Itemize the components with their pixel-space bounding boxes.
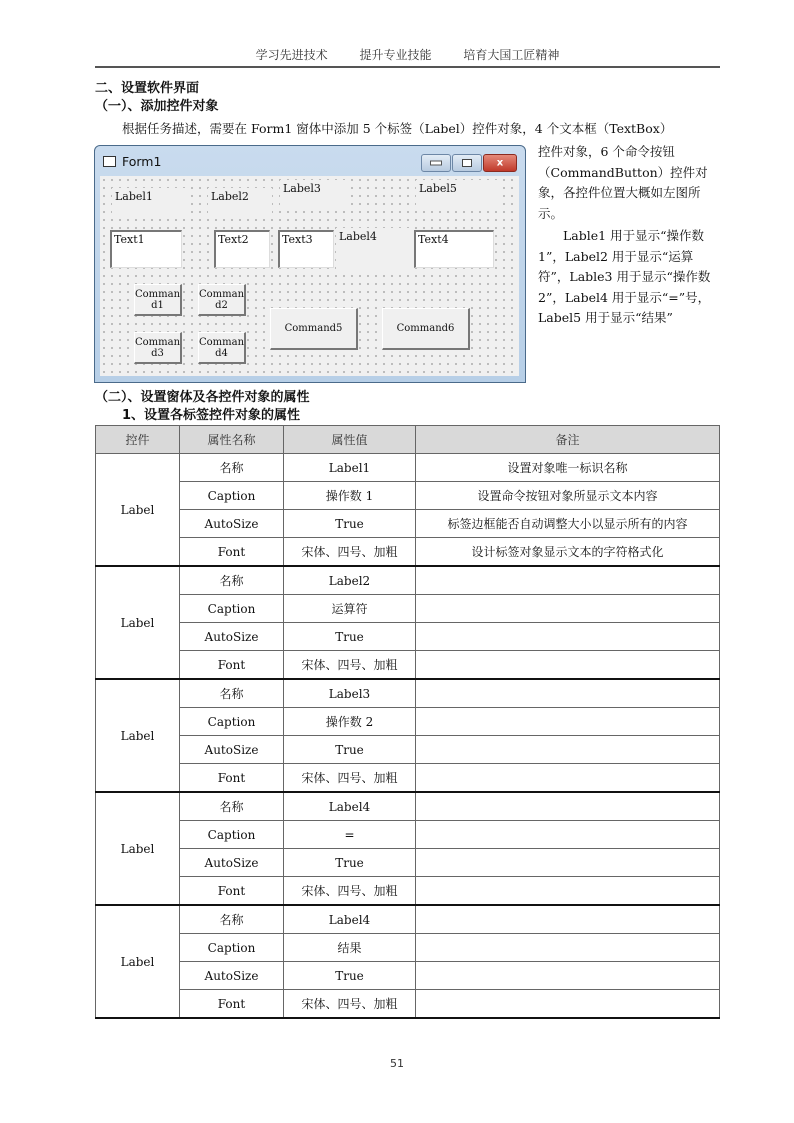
control-cell: Label [96, 566, 180, 679]
property-name-cell: Caption [180, 595, 284, 623]
property-value-cell: 宋体、四号、加粗 [284, 990, 416, 1019]
table-row [96, 595, 720, 623]
intro-paragraph: 根据任务描述，需要在 Form1 窗体中添加 5 个标签（Label）控件对象，4 个文本框（TextBox） [122, 121, 673, 136]
note-cell [416, 905, 720, 934]
header-rule [95, 66, 720, 68]
form-icon [103, 156, 116, 167]
subsection-title-1: （一）、添加控件对象 [95, 99, 219, 114]
note-cell [416, 595, 720, 623]
property-value-cell: Label3 [284, 679, 416, 708]
note-cell [416, 849, 720, 877]
property-name-cell: 名称 [180, 566, 284, 595]
property-value-cell: = [284, 821, 416, 849]
property-value-cell: Label1 [284, 454, 416, 482]
table-row [96, 538, 720, 567]
subsection-title-2-1: 1、设置各标签控件对象的属性 [122, 408, 301, 423]
property-value-cell: True [284, 849, 416, 877]
property-name-cell: Font [180, 651, 284, 680]
table-row [96, 736, 720, 764]
property-value-cell: True [284, 510, 416, 538]
label3-control[interactable]: Label3 [280, 180, 346, 206]
control-cell: Label [96, 679, 180, 792]
header-motto-1: 学习先进技术 [255, 48, 328, 62]
note-cell [416, 708, 720, 736]
form-client-area [100, 176, 519, 376]
maximize-icon [462, 159, 472, 167]
table-row [96, 962, 720, 990]
text4-control[interactable]: Text4 [414, 230, 494, 268]
close-button[interactable] [483, 154, 517, 172]
page-number: 51 [390, 1057, 404, 1070]
table-row [96, 454, 720, 482]
table-row [96, 679, 720, 708]
property-name-cell: AutoSize [180, 962, 284, 990]
table-row [96, 623, 720, 651]
table-row [96, 821, 720, 849]
control-cell: Label [96, 905, 180, 1018]
text2-control[interactable]: Text2 [214, 230, 270, 268]
close-icon: x [496, 157, 504, 169]
table-row [96, 651, 720, 680]
minimize-button[interactable] [421, 154, 451, 172]
note-cell: 标签边框能否自动调整大小以显示所有的内容 [416, 510, 720, 538]
property-value-cell: 宋体、四号、加粗 [284, 538, 416, 567]
header-motto-2: 提升专业技能 [359, 48, 432, 62]
property-name-cell: AutoSize [180, 623, 284, 651]
note-cell [416, 764, 720, 793]
table-row [96, 792, 720, 821]
table-row [96, 990, 720, 1019]
property-name-cell: 名称 [180, 679, 284, 708]
label5-control[interactable]: Label5 [416, 180, 502, 206]
table-row [96, 934, 720, 962]
section-title: 二、设置软件界面 [95, 81, 200, 96]
window-title-text: Form1 [122, 154, 162, 169]
note-cell [416, 821, 720, 849]
label1-control[interactable]: Label1 [112, 188, 188, 214]
note-cell [416, 623, 720, 651]
table-row [96, 849, 720, 877]
property-name-cell: Caption [180, 821, 284, 849]
property-value-cell: 操作数 2 [284, 708, 416, 736]
property-name-cell: Caption [180, 934, 284, 962]
table-row [96, 877, 720, 906]
property-value-cell: 宋体、四号、加粗 [284, 764, 416, 793]
property-name-cell: 名称 [180, 905, 284, 934]
header-property-value: 属性值 [284, 426, 416, 454]
property-name-cell: 名称 [180, 454, 284, 482]
property-name-cell: Font [180, 877, 284, 906]
table-row [96, 708, 720, 736]
command4-button[interactable]: Comman d4 [198, 332, 246, 364]
form1-window [94, 145, 526, 383]
side-paragraph-2: Lable1 用于显示“操作数 1”，Label2 用于显示“运算符”，Lable3 用于显示“操作数 2”，Label4 用于显示“=”号，Label5 用于显示“结果” [538, 228, 711, 325]
window-title [103, 154, 161, 169]
label2-control[interactable]: Label2 [208, 188, 272, 214]
property-name-cell: AutoSize [180, 736, 284, 764]
property-value-cell: Label4 [284, 792, 416, 821]
command3-button[interactable]: Comman d3 [134, 332, 182, 364]
property-value-cell: True [284, 623, 416, 651]
note-cell [416, 792, 720, 821]
page-header [95, 46, 720, 63]
note-cell [416, 651, 720, 680]
property-value-cell: 操作数 1 [284, 482, 416, 510]
property-name-cell: Font [180, 538, 284, 567]
label-properties-table [95, 425, 720, 1019]
command2-button[interactable]: Comman d2 [198, 284, 246, 316]
property-value-cell: Label2 [284, 566, 416, 595]
side-paragraph-1: 控件对象，6 个命令按钮（CommandButton）控件对象，各控件位置大概如左图所示。 [538, 144, 708, 221]
subsection-title-2: （二）、设置窗体及各控件对象的属性 [95, 390, 310, 405]
note-cell: 设置命令按钮对象所显示文本内容 [416, 482, 720, 510]
note-cell: 设置对象唯一标识名称 [416, 454, 720, 482]
table-header-row [96, 426, 720, 454]
note-cell [416, 679, 720, 708]
property-name-cell: Caption [180, 482, 284, 510]
table-row [96, 510, 720, 538]
table-row [96, 482, 720, 510]
control-cell: Label [96, 792, 180, 905]
table-row [96, 566, 720, 595]
property-value-cell: True [284, 736, 416, 764]
control-cell: Label [96, 454, 180, 567]
property-name-cell: AutoSize [180, 510, 284, 538]
command1-button[interactable]: Comman d1 [134, 284, 182, 316]
note-cell [416, 736, 720, 764]
property-value-cell: Label4 [284, 905, 416, 934]
header-control: 控件 [96, 426, 180, 454]
note-cell [416, 566, 720, 595]
minimize-icon [430, 161, 442, 166]
note-cell [416, 934, 720, 962]
header-note: 备注 [416, 426, 720, 454]
command5-button[interactable]: Command5 [270, 308, 358, 350]
maximize-button[interactable] [452, 154, 482, 172]
text1-control[interactable]: Text1 [110, 230, 182, 268]
property-value-cell: 结果 [284, 934, 416, 962]
header-motto-3: 培育大国工匠精神 [463, 48, 560, 62]
property-value-cell: 宋体、四号、加粗 [284, 651, 416, 680]
text3-control[interactable]: Text3 [278, 230, 334, 268]
property-value-cell: True [284, 962, 416, 990]
header-property-name: 属性名称 [180, 426, 284, 454]
table-row [96, 905, 720, 934]
table-row [96, 764, 720, 793]
command6-button[interactable]: Command6 [382, 308, 470, 350]
property-value-cell: 运算符 [284, 595, 416, 623]
property-name-cell: 名称 [180, 792, 284, 821]
note-cell [416, 962, 720, 990]
property-name-cell: Font [180, 764, 284, 793]
property-name-cell: Font [180, 990, 284, 1019]
note-cell [416, 877, 720, 906]
property-value-cell: 宋体、四号、加粗 [284, 877, 416, 906]
side-description [538, 142, 723, 329]
property-name-cell: AutoSize [180, 849, 284, 877]
note-cell [416, 990, 720, 1019]
note-cell: 设计标签对象显示文本的字符格式化 [416, 538, 720, 567]
property-name-cell: Caption [180, 708, 284, 736]
label4-control[interactable]: Label4 [336, 228, 412, 272]
